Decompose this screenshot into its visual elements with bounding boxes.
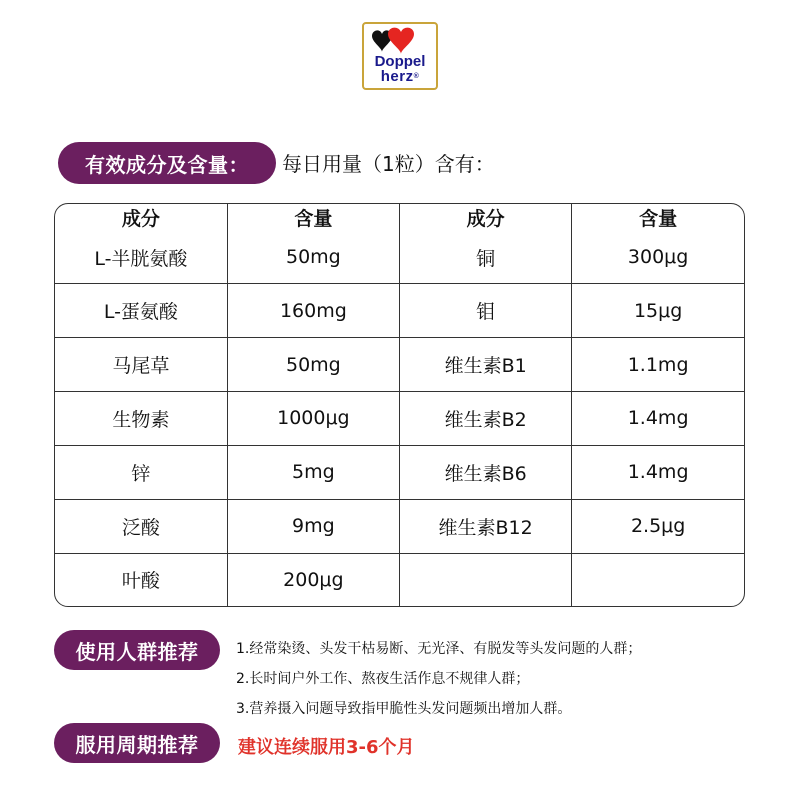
daily-dose-note: 每日用量（1粒）含有： (282, 152, 495, 176)
table-row (55, 231, 744, 284)
audience-list (236, 634, 641, 724)
brand-name-line2: herz® (380, 68, 420, 85)
list-item: 3.营养摄入问题导致指甲脆性头发问题频出增加人群。 (236, 701, 572, 717)
audience-section-label: 使用人群推荐 (54, 630, 220, 670)
table-cell: L-蛋氨酸 (55, 284, 227, 338)
table-cell: 维生素B1 (400, 338, 572, 392)
table-cell: 铜 (400, 231, 572, 284)
table-cell: L-半胱氨酸 (55, 231, 227, 284)
ingredients-table (54, 203, 745, 607)
table-cell: 马尾草 (55, 338, 227, 392)
table-cell: 2.5μg (572, 499, 744, 553)
table-cell (572, 553, 744, 606)
ingredients-section-label: 有效成分及含量： (58, 142, 276, 184)
table-cell: 1.4mg (572, 445, 744, 499)
table-header: 含量 (639, 208, 678, 230)
table-row (55, 284, 744, 338)
table-cell: 50mg (227, 231, 399, 284)
table-header: 成分 (55, 204, 227, 231)
table-cell: 1000μg (227, 392, 399, 446)
table-header: 含量 (227, 204, 399, 231)
table-cell: 泛酸 (55, 499, 227, 553)
table-cell: 15μg (572, 284, 744, 338)
brand-logo (362, 22, 438, 90)
table-cell: 叶酸 (55, 553, 227, 606)
table-cell: 锌 (55, 445, 227, 499)
cycle-recommendation: 建议连续服用3-6个月 (238, 737, 415, 758)
table-row (55, 338, 744, 392)
table-cell: 生物素 (55, 392, 227, 446)
table-cell: 5mg (227, 445, 399, 499)
table-row (55, 499, 744, 553)
table-cell: 200μg (227, 553, 399, 606)
list-item: 1.经常染烫、头发干枯易断、无光泽、有脱发等头发问题的人群； (236, 641, 642, 657)
table-cell: 160mg (227, 284, 399, 338)
table-cell: 钼 (400, 284, 572, 338)
table-cell: 9mg (227, 499, 399, 553)
table-row (55, 445, 744, 499)
table-row (55, 553, 744, 606)
table-header-row (55, 204, 744, 231)
table-cell: 1.4mg (572, 392, 744, 446)
table-row (55, 392, 744, 446)
table-cell: 维生素B6 (400, 445, 572, 499)
table-cell: 1.1mg (572, 338, 744, 392)
table-cell: 维生素B2 (400, 392, 572, 446)
list-item: 2.长时间户外工作、熬夜生活作息不规律人群； (236, 671, 530, 687)
table-cell: 维生素B12 (400, 499, 572, 553)
table-cell: 50mg (227, 338, 399, 392)
cycle-section-label: 服用周期推荐 (54, 723, 220, 763)
table-header: 成分 (400, 204, 572, 231)
brand-name-line1: Doppel (374, 53, 426, 70)
table-cell: 300μg (572, 231, 744, 284)
table-cell (400, 553, 572, 606)
